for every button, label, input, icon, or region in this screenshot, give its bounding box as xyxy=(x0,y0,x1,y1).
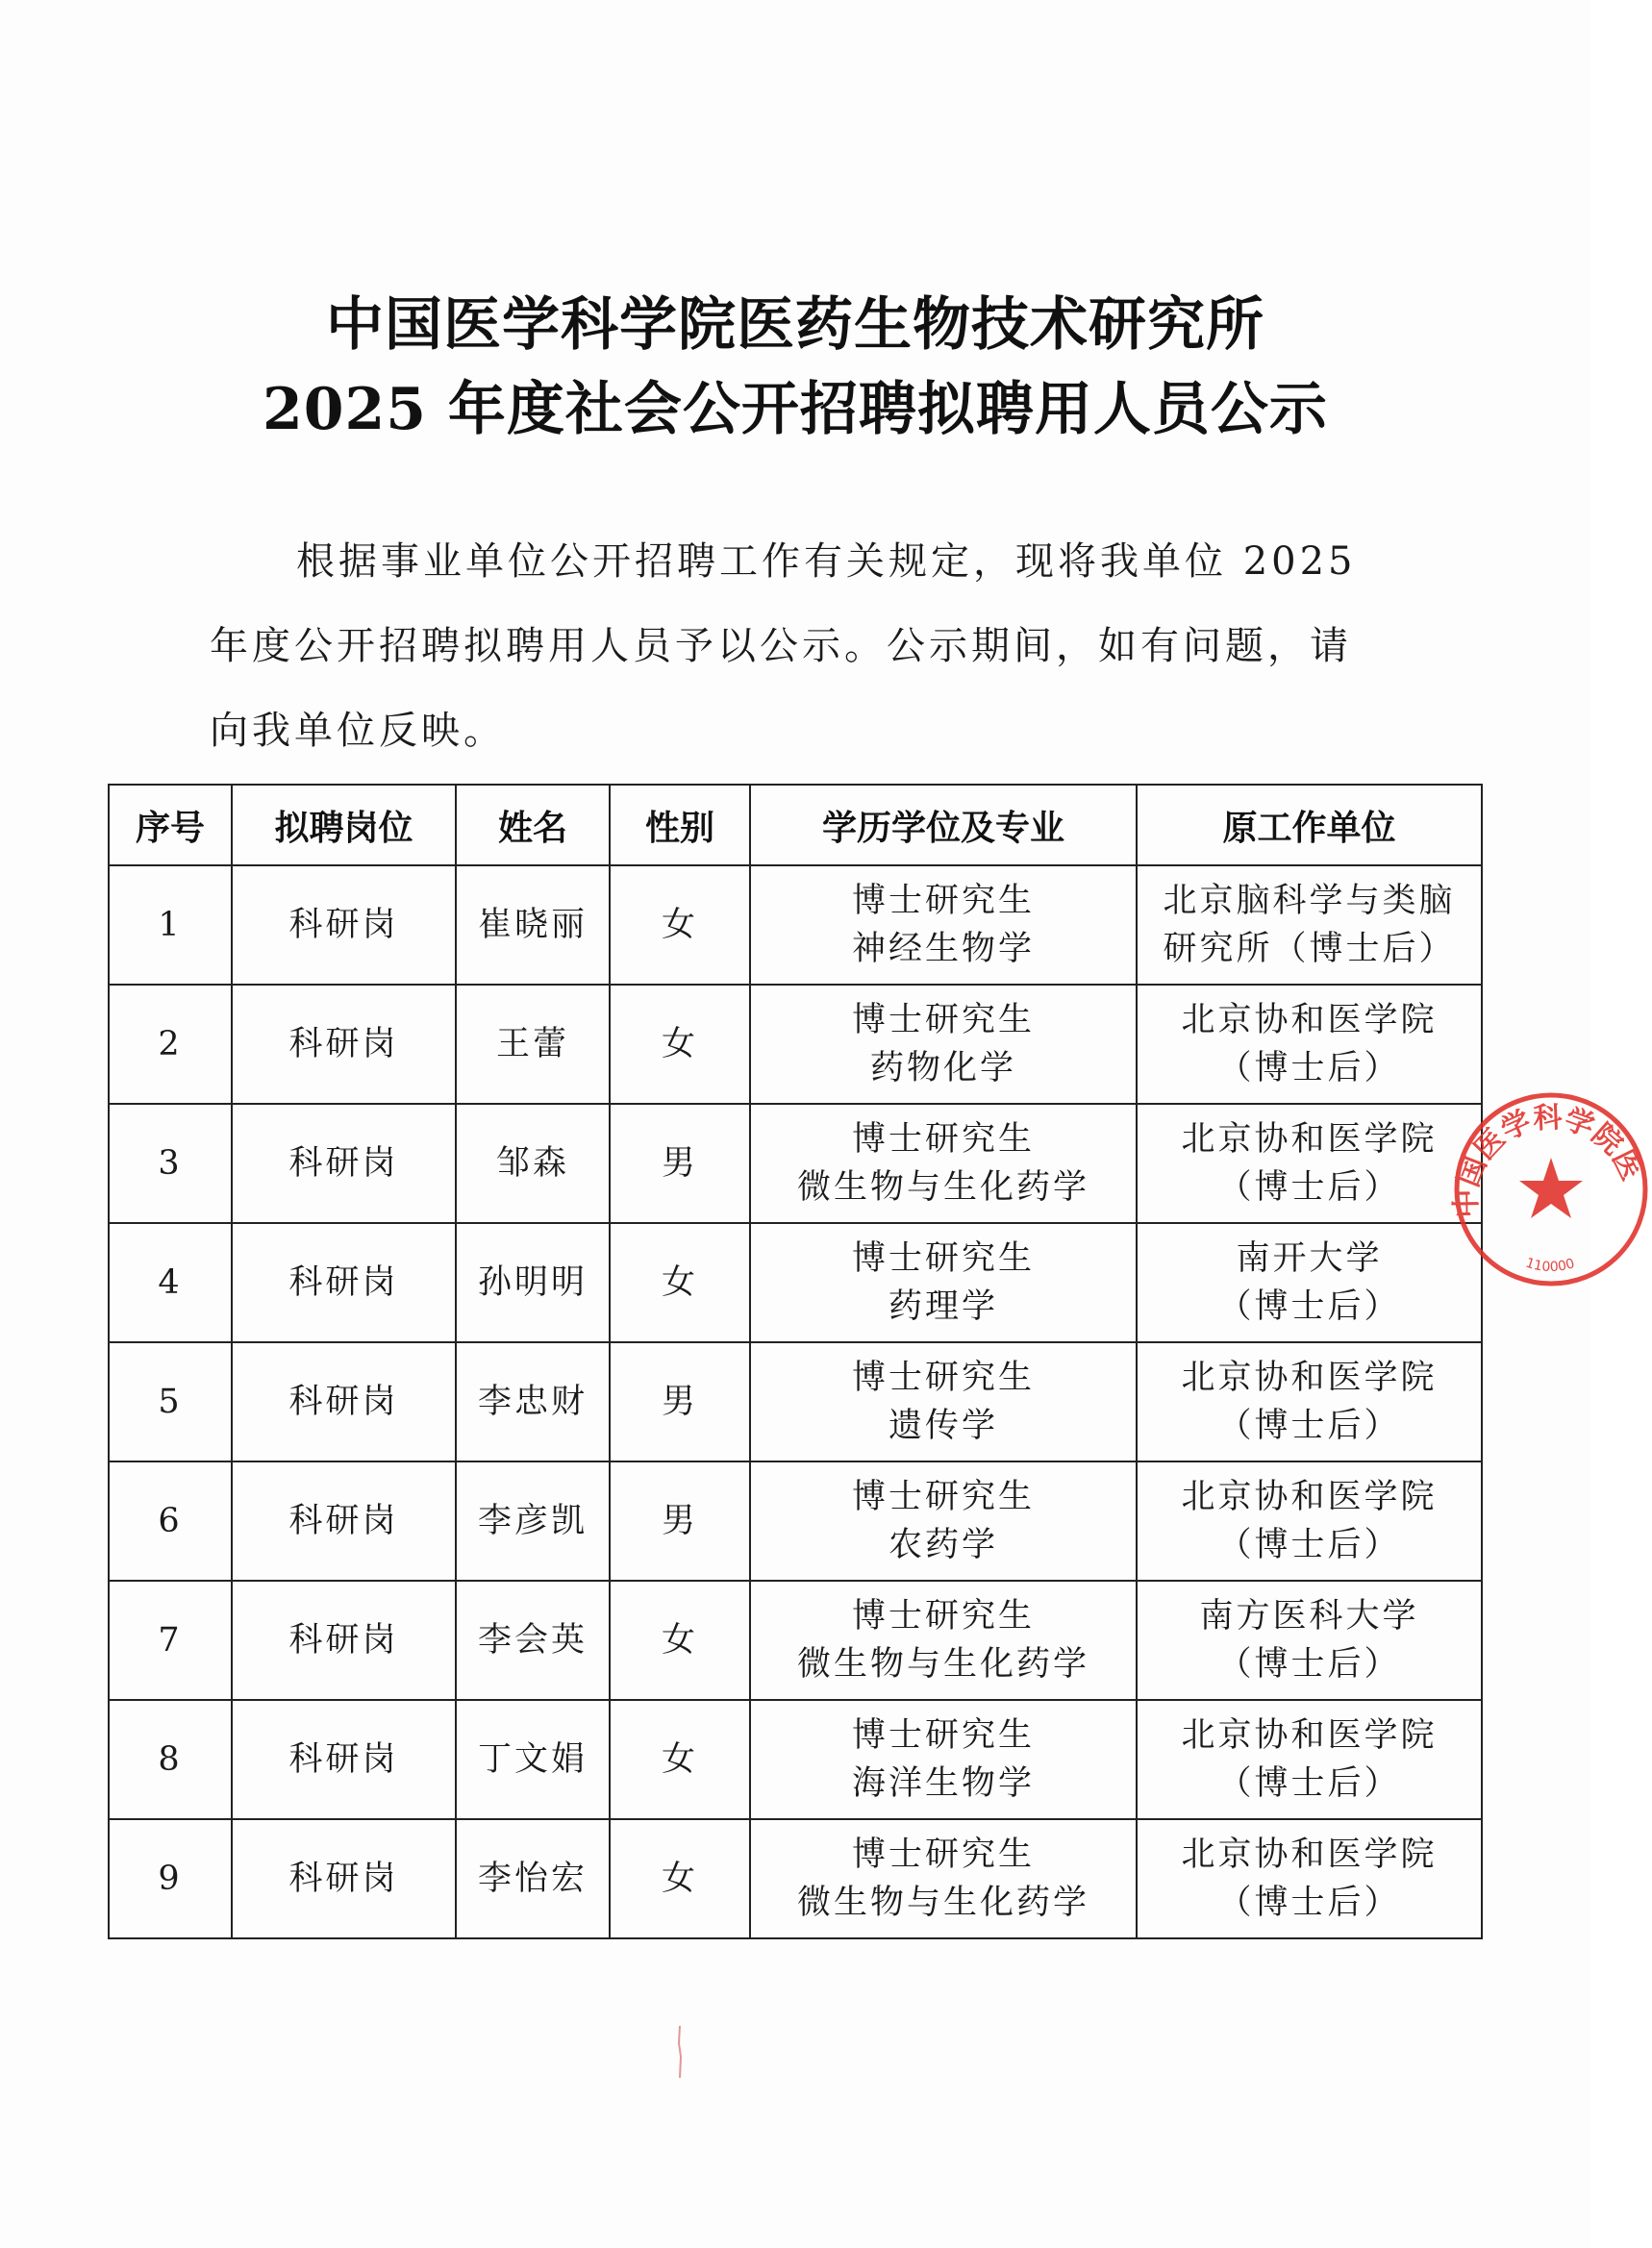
cell-post xyxy=(232,1223,456,1342)
cell-post xyxy=(232,985,456,1104)
cell-education xyxy=(750,1104,1137,1223)
cell-sex xyxy=(610,1461,750,1581)
cell-education-text: 遗传学 xyxy=(888,1407,998,1445)
cell-no-text: 1 xyxy=(158,906,183,944)
official-seal xyxy=(1450,1088,1652,1290)
cell-sex xyxy=(610,865,750,985)
cell-education xyxy=(750,985,1137,1104)
cell-sex-text: 女 xyxy=(661,906,698,944)
cell-name xyxy=(456,1104,610,1223)
cell-no xyxy=(109,1223,232,1342)
cell-education-text: 农药学 xyxy=(888,1526,998,1564)
cell-organization-text: （博士后） xyxy=(1217,1407,1401,1445)
cell-name xyxy=(456,1461,610,1581)
cell-no xyxy=(109,985,232,1104)
cell-sex xyxy=(610,1342,750,1461)
document-title-line1: 中国医学科学院医药生物技术研究所 xyxy=(326,291,1264,359)
cell-name xyxy=(456,865,610,985)
cell-no-text: 9 xyxy=(158,1860,183,1898)
cell-no xyxy=(109,865,232,985)
cell-organization xyxy=(1137,985,1482,1104)
cell-name xyxy=(456,985,610,1104)
cell-organization-text: 南开大学 xyxy=(1236,1239,1383,1278)
cell-post-text: 科研岗 xyxy=(288,1263,399,1302)
cell-education-text: 博士研究生 xyxy=(851,1239,1035,1278)
cell-post xyxy=(232,1461,456,1581)
svg-text:110000 xyxy=(1523,1256,1576,1276)
cell-no-text: 3 xyxy=(158,1144,183,1183)
cell-sex-text: 男 xyxy=(661,1144,698,1183)
cell-name xyxy=(456,1581,610,1700)
cell-organization xyxy=(1137,1819,1482,1938)
cell-no xyxy=(109,1819,232,1938)
cell-no xyxy=(109,1342,232,1461)
cell-education-text: 博士研究生 xyxy=(851,882,1035,920)
cell-name-text: 李忠财 xyxy=(477,1383,588,1421)
table-row xyxy=(109,1581,1482,1700)
seal-code: 110000 xyxy=(1523,1255,1577,1276)
cell-organization-text: （博士后） xyxy=(1217,1884,1401,1922)
cell-organization-text: （博士后） xyxy=(1217,1526,1401,1564)
cell-name-text: 邹森 xyxy=(495,1144,569,1183)
cell-education xyxy=(750,1342,1137,1461)
cell-organization xyxy=(1137,1342,1482,1461)
cell-sex xyxy=(610,1223,750,1342)
cell-education-text: 博士研究生 xyxy=(851,1120,1035,1159)
table-row xyxy=(109,1223,1482,1342)
cell-no-text: 2 xyxy=(158,1025,183,1063)
cell-education xyxy=(750,1819,1137,1938)
cell-education-text: 博士研究生 xyxy=(851,1359,1035,1397)
table-row xyxy=(109,985,1482,1104)
header-organization: 原工作单位 xyxy=(1137,785,1482,865)
cell-education xyxy=(750,865,1137,985)
table-row xyxy=(109,1104,1482,1223)
document-title-line2: 2025 年度社会公开招聘拟聘用人员公示 xyxy=(263,376,1328,443)
cell-post-text: 科研岗 xyxy=(288,906,399,944)
cell-education xyxy=(750,1581,1137,1700)
cell-post xyxy=(232,1700,456,1819)
cell-no xyxy=(109,1461,232,1581)
cell-education-text: 微生物与生化药学 xyxy=(796,1168,1089,1207)
cell-education-text: 博士研究生 xyxy=(851,1836,1035,1874)
cell-education-text: 神经生物学 xyxy=(851,930,1035,968)
candidates-table xyxy=(108,784,1483,1939)
cell-no-text: 8 xyxy=(158,1740,183,1779)
cell-sex-text: 女 xyxy=(661,1740,698,1779)
cell-organization-text: 北京协和医学院 xyxy=(1181,1836,1438,1874)
cell-name xyxy=(456,1223,610,1342)
table-body xyxy=(109,865,1482,1938)
cell-education xyxy=(750,1700,1137,1819)
cell-no-text: 5 xyxy=(158,1383,183,1421)
cell-education xyxy=(750,1461,1137,1581)
cell-organization-text: 北京协和医学院 xyxy=(1181,1120,1438,1159)
cell-organization-text: （博士后） xyxy=(1217,1645,1401,1684)
header-name: 姓名 xyxy=(456,785,610,865)
cell-post xyxy=(232,1581,456,1700)
cell-name-text: 丁文娟 xyxy=(477,1740,588,1779)
cell-education-text: 微生物与生化药学 xyxy=(796,1884,1089,1922)
cell-education-text: 药理学 xyxy=(888,1287,998,1326)
header-education: 学历学位及专业 xyxy=(750,785,1137,865)
cell-organization-text: （博士后） xyxy=(1217,1168,1401,1207)
cell-post xyxy=(232,865,456,985)
cell-no xyxy=(109,1581,232,1700)
seal-text: 中国医学科学院医 xyxy=(1450,1101,1648,1218)
cell-organization xyxy=(1137,1700,1482,1819)
cell-name xyxy=(456,1342,610,1461)
header-no: 序号 xyxy=(109,785,232,865)
cell-name-text: 李怡宏 xyxy=(477,1860,588,1898)
cell-organization-text: 南方医科大学 xyxy=(1199,1597,1419,1636)
cell-sex xyxy=(610,1581,750,1700)
cell-post xyxy=(232,1104,456,1223)
cell-education-text: 药物化学 xyxy=(869,1049,1016,1087)
cell-organization-text: 北京协和医学院 xyxy=(1181,1478,1438,1516)
cell-name xyxy=(456,1819,610,1938)
header-post: 拟聘岗位 xyxy=(232,785,456,865)
table-row xyxy=(109,1700,1482,1819)
cell-sex-text: 女 xyxy=(661,1263,698,1302)
table-row xyxy=(109,1342,1482,1461)
cell-post-text: 科研岗 xyxy=(288,1144,399,1183)
cell-post xyxy=(232,1819,456,1938)
cell-organization-text: 北京协和医学院 xyxy=(1181,1359,1438,1397)
intro-paragraph: 根据事业单位公开招聘工作有关规定，现将我单位 2025 年度公开招聘拟聘用人员予以公示。公示期间，如有问题，请向我单位反映。 xyxy=(210,539,1357,753)
cell-education xyxy=(750,1223,1137,1342)
cell-name-text: 李彦凯 xyxy=(477,1502,588,1540)
cell-education-text: 博士研究生 xyxy=(851,1597,1035,1636)
cell-sex xyxy=(610,1819,750,1938)
cell-post-text: 科研岗 xyxy=(288,1383,399,1421)
cell-organization xyxy=(1137,1223,1482,1342)
cell-organization-text: 北京协和医学院 xyxy=(1181,1001,1438,1039)
cell-organization-text: （博士后） xyxy=(1217,1049,1401,1087)
cell-sex-text: 女 xyxy=(661,1621,698,1660)
cell-name-text: 王蕾 xyxy=(495,1025,569,1063)
table-row xyxy=(109,1819,1482,1938)
cell-no-text: 6 xyxy=(158,1502,183,1540)
cell-post-text: 科研岗 xyxy=(288,1621,399,1660)
cell-organization xyxy=(1137,1581,1482,1700)
cell-organization-text: 研究所（博士后） xyxy=(1163,930,1456,968)
cell-organization-text: （博士后） xyxy=(1217,1287,1401,1326)
cell-post-text: 科研岗 xyxy=(288,1025,399,1063)
cell-no-text: 7 xyxy=(158,1621,183,1660)
cell-no-text: 4 xyxy=(158,1263,183,1302)
cell-education-text: 博士研究生 xyxy=(851,1478,1035,1516)
cell-education-text: 博士研究生 xyxy=(851,1716,1035,1755)
cell-sex-text: 女 xyxy=(661,1860,698,1898)
cell-organization xyxy=(1137,1104,1482,1223)
cell-organization-text: 北京脑科学与类脑 xyxy=(1163,882,1456,920)
cell-name-text: 孙明明 xyxy=(477,1263,588,1302)
cell-sex xyxy=(610,985,750,1104)
cell-name xyxy=(456,1700,610,1819)
table-row xyxy=(109,1461,1482,1581)
cell-no xyxy=(109,1700,232,1819)
table-row xyxy=(109,865,1482,985)
cell-post xyxy=(232,1342,456,1461)
cell-organization-text: （博士后） xyxy=(1217,1764,1401,1803)
cell-sex xyxy=(610,1700,750,1819)
cell-name-text: 李会英 xyxy=(477,1621,588,1660)
cell-organization xyxy=(1137,865,1482,985)
cell-post-text: 科研岗 xyxy=(288,1502,399,1540)
cell-sex-text: 女 xyxy=(661,1025,698,1063)
cell-no xyxy=(109,1104,232,1223)
cell-education-text: 海洋生物学 xyxy=(851,1764,1035,1803)
scan-mark xyxy=(675,2024,685,2082)
table-header-row xyxy=(109,785,1482,865)
cell-sex-text: 男 xyxy=(661,1502,698,1540)
header-sex: 性别 xyxy=(610,785,750,865)
cell-education-text: 微生物与生化药学 xyxy=(796,1645,1089,1684)
cell-organization xyxy=(1137,1461,1482,1581)
cell-post-text: 科研岗 xyxy=(288,1740,399,1779)
cell-education-text: 博士研究生 xyxy=(851,1001,1035,1039)
cell-post-text: 科研岗 xyxy=(288,1860,399,1898)
cell-sex-text: 男 xyxy=(661,1383,698,1421)
cell-organization-text: 北京协和医学院 xyxy=(1181,1716,1438,1755)
cell-name-text: 崔晓丽 xyxy=(477,906,588,944)
cell-sex xyxy=(610,1104,750,1223)
